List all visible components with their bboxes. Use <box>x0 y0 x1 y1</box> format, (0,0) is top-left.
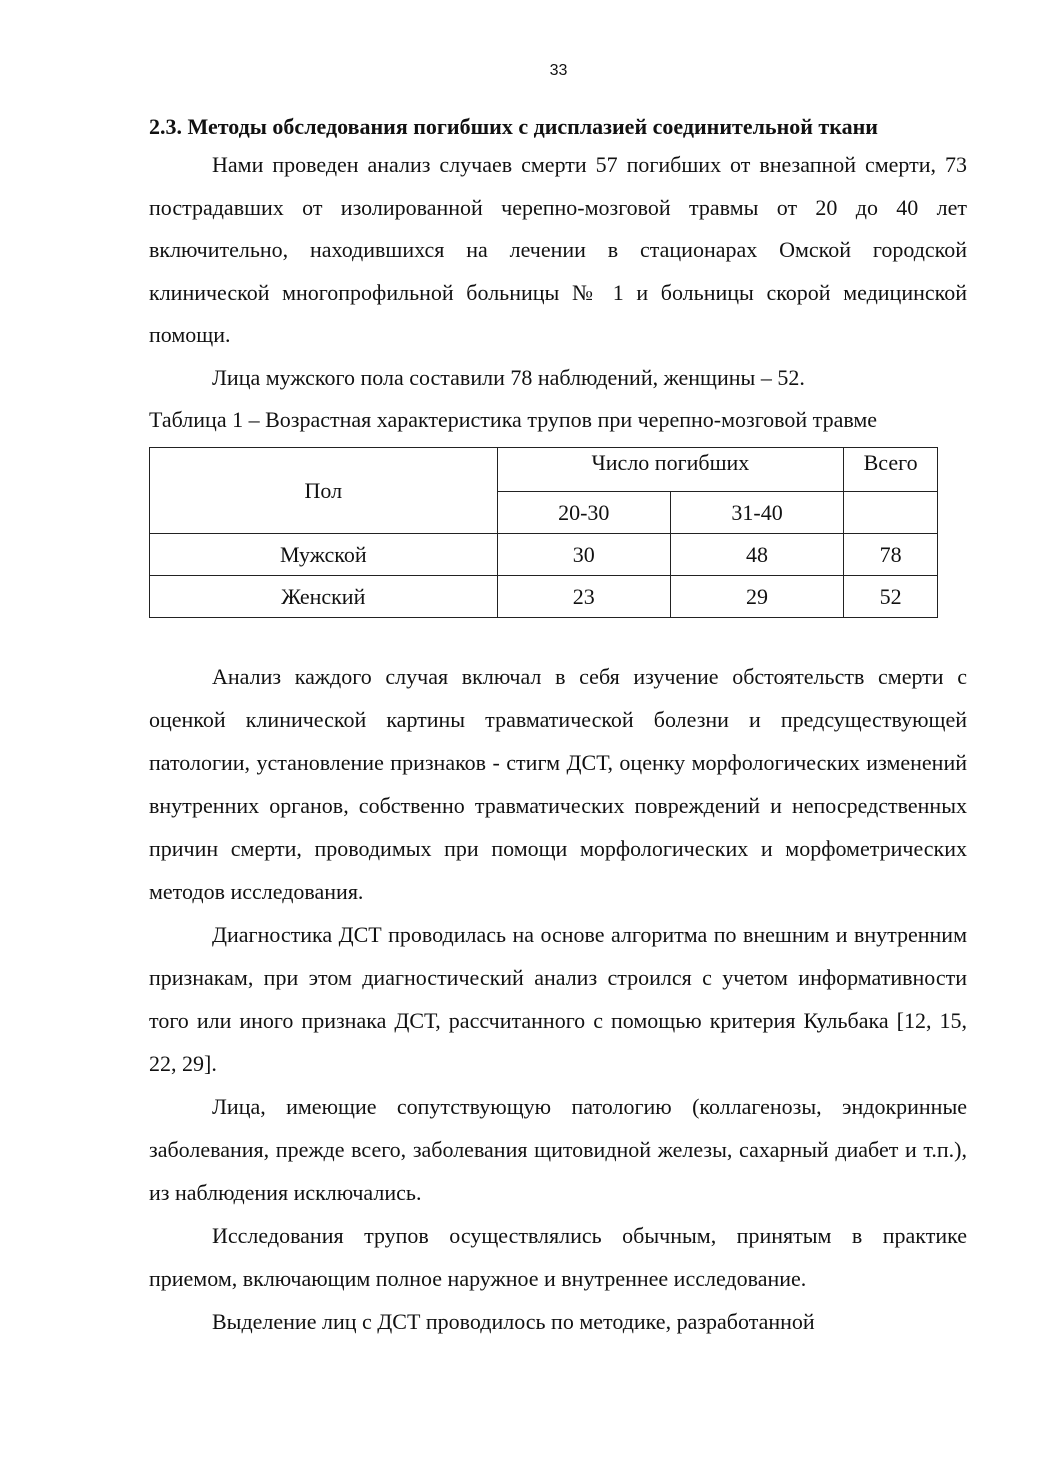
cell-age-31-40: 48 <box>670 534 843 576</box>
header-total-empty <box>844 492 938 534</box>
cell-sex: Женский <box>150 576 498 618</box>
paragraph: Диагностика ДСТ проводилась на основе алгоритма по внешним и внутренним признакам, при этом диагностический анализ строился с учетом информативности того или иного признака ДСТ, рассчитанного с помощью критерия Кульбака [12, 15, 22, 29]. <box>149 922 967 1076</box>
cell-age-20-30: 30 <box>497 534 670 576</box>
table-row <box>150 576 938 618</box>
paragraph: Выделение лиц с ДСТ проводилось по методике, разработанной <box>212 1309 815 1334</box>
header-sex: Пол <box>150 448 498 534</box>
paragraph: Анализ каждого случая включал в себя изучение обстоятельств смерти с оценкой клинической картины травматической болезни и предсуществующей патологии, установление признаков - стигм ДСТ, оценку морфологических изменений внутренних органов, собственно травматических повреждений и непосредственных причин смерти, проводимых при помощи морфологических и морфометрических методов исследования. <box>149 664 967 904</box>
paragraph: Исследования трупов осуществлялись обычным, принятым в практике приемом, включающим полное наружное и внутреннее исследование. <box>149 1223 967 1291</box>
cell-sex: Мужской <box>150 534 498 576</box>
page-number: 33 <box>549 62 568 79</box>
paragraph: Нами проведен анализ случаев смерти 57 погибших от внезапной смерти, 73 пострадавших от изолированной черепно-мозговой травмы от 20 до 40 лет включительно, находившихся на лечении в стационарах Омской городской клинической многопрофильной больницы № 1 и больницы скорой медицинской помощи. <box>149 152 967 347</box>
age-table <box>149 447 938 618</box>
section-heading: 2.3. Методы обследования погибших с дисплазией соединительной ткани <box>149 114 878 139</box>
document-body <box>149 110 967 1343</box>
header-age-20-30: 20-30 <box>497 492 670 534</box>
header-age-31-40: 31-40 <box>670 492 843 534</box>
cell-age-31-40: 29 <box>670 576 843 618</box>
cell-age-20-30: 23 <box>497 576 670 618</box>
table-row <box>150 534 938 576</box>
cell-total: 78 <box>844 534 938 576</box>
table-header-row <box>150 448 938 492</box>
cell-total: 52 <box>844 576 938 618</box>
header-total: Всего <box>844 448 938 492</box>
paragraph: Лица, имеющие сопутствующую патологию (коллагенозы, эндокринные заболевания, прежде всего, заболевания щитовидной железы, сахарный диабет и т.п.), из наблюдения исключались. <box>149 1094 967 1205</box>
paragraph: Лица мужского пола составили 78 наблюдений, женщины – 52. <box>212 364 805 390</box>
table-caption: Таблица 1 – Возрастная характеристика трупов при черепно-мозговой травме <box>149 407 878 432</box>
header-deaths-count: Число погибших <box>497 448 844 492</box>
